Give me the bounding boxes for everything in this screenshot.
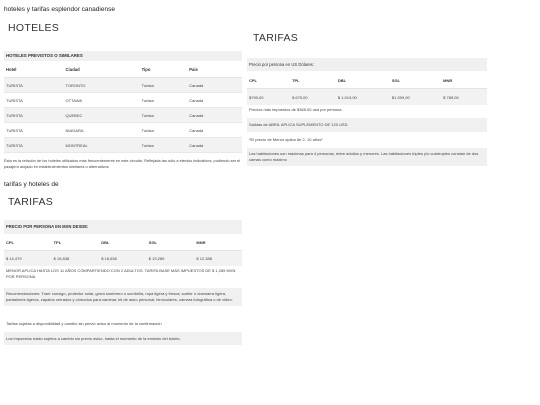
rates-header-row bbox=[4, 235, 242, 251]
tarifas-usd-table bbox=[247, 72, 487, 105]
price-sgl: $1.399,00 bbox=[390, 89, 441, 106]
cell-pais: Canadá bbox=[187, 78, 242, 93]
tarifas-mxn-note: Tarifas sujetas a disponibilidad y cambio sin previo aviso al momento de la confirmación bbox=[6, 321, 162, 326]
price-tpl: $ 15,838 bbox=[52, 251, 100, 267]
col-header-tipo: Tipo bbox=[140, 62, 188, 78]
cell-ciudad: NIAGARA bbox=[64, 123, 140, 138]
rates-header-row bbox=[247, 72, 487, 89]
tarifas-usd-note: Las habitaciones son máximas para 4 personas, entre adultos y menores. Las habitaciones triples y/o cuádruples constan de dos camas como máximo bbox=[247, 148, 487, 166]
cell-ciudad: MONTREAL bbox=[64, 138, 140, 153]
rates-value-row bbox=[4, 251, 242, 267]
price-dbl: $ 1.019,00 bbox=[336, 89, 390, 106]
price-mnr: $ 789,00 bbox=[441, 89, 487, 106]
cell-pais: Canadá bbox=[187, 108, 242, 123]
hotels-caption: HOTELES PREVISTOS O SIMILARES bbox=[4, 51, 242, 61]
tarifas-usd-caption: Precio por persona en US Dólares: bbox=[247, 58, 487, 71]
col-header-sgl: SGL bbox=[390, 72, 441, 89]
tarifas-usd-note: *El precio de Menor aplica de 2- 10 años* bbox=[249, 137, 323, 142]
cell-tipo: Turista bbox=[140, 93, 188, 108]
price-cpl: $799,00 bbox=[247, 89, 290, 106]
tarifas-usd-heading: TARIFAS bbox=[253, 32, 299, 44]
tarifas-mxn-note: Recomendaciones: Traer consigo, protector solar, gorra sombrero o sombrilla, ropa ligera y fresca, suéter o chamarra ligera, pantalones ligeros, zapatos cerrados y cómodos para caminar, kit de aseo personal, binoculares, cámara fotográfica o de video. bbox=[4, 288, 242, 306]
tarifas-usd-note: Salidas de ABRIL APLICA SUPLEMENTO DE 120 USD bbox=[247, 118, 487, 132]
col-header-dbl: DBL bbox=[336, 72, 390, 89]
col-header-hotel: Hotel bbox=[4, 62, 64, 78]
col-header-cpl: CPL bbox=[247, 72, 290, 89]
col-header-pais: Pais bbox=[187, 62, 242, 78]
price-dbl: $ 18,538 bbox=[99, 251, 147, 267]
cell-hotel: TURISTA bbox=[4, 93, 64, 108]
col-header-dbl: DBL bbox=[99, 235, 147, 251]
price-cpl: $ 14,479 bbox=[4, 251, 52, 267]
col-header-tpl: TPL bbox=[52, 235, 100, 251]
col-header-ciudad: Ciudad bbox=[64, 62, 140, 78]
hotels-table bbox=[4, 62, 242, 153]
section-subtitle: tarifas y hoteles de bbox=[4, 181, 59, 188]
col-header-cpl: CPL bbox=[4, 235, 52, 251]
cell-tipo: Turista bbox=[140, 108, 188, 123]
cell-hotel: TURISTA bbox=[4, 78, 64, 93]
price-sgl: $ 19,289 bbox=[147, 251, 195, 267]
col-header-mnr: MNR bbox=[441, 72, 487, 89]
cell-pais: Canadá bbox=[187, 123, 242, 138]
cell-hotel: TURISTA bbox=[4, 138, 64, 153]
tarifas-mxn-caption: PRECIO POR PERSONA EN MXN DESDE: bbox=[4, 220, 242, 234]
page-title: hoteles y tarifas esplendor canadiense bbox=[4, 6, 115, 13]
hotels-disclaimer: Ésta es la relación de los hoteles utilizados más frecuentemente en este circuito. Reflejada tan sólo a efectos indicativos, pudiendo ser el pasajero alojado en establecimientos similares o alternativos bbox=[4, 158, 241, 169]
cell-hotel: TURISTA bbox=[4, 108, 64, 123]
hotels-header-row bbox=[4, 62, 242, 78]
price-mnr: $ 12,388 bbox=[194, 251, 242, 267]
table-row bbox=[4, 123, 242, 138]
cell-ciudad: OTTAWA bbox=[64, 93, 140, 108]
table-row bbox=[4, 108, 242, 123]
tarifas-mxn-note: MENOR APLICA HASTA LOS 11 AÑOS COMPARTIENDO CON 2 ADULTOS. TARIFA BASE MÁS IMPUESTOS DE $ 1,289 MXN POR PERSONA bbox=[6, 268, 236, 279]
tarifas-mxn-heading: TARIFAS bbox=[8, 196, 54, 208]
cell-pais: Canadá bbox=[187, 93, 242, 108]
hotels-heading: HOTELES bbox=[8, 22, 60, 34]
tarifas-mxn-table bbox=[4, 235, 242, 266]
table-row bbox=[4, 138, 242, 153]
cell-tipo: Turista bbox=[140, 78, 188, 93]
table-row bbox=[4, 93, 242, 108]
price-tpl: $ 679,00 bbox=[290, 89, 336, 106]
cell-tipo: Turista bbox=[140, 138, 188, 153]
rates-value-row bbox=[247, 89, 487, 106]
cell-ciudad: QUEBEC bbox=[64, 108, 140, 123]
col-header-mnr: MNR bbox=[194, 235, 242, 251]
tarifas-mxn-note: Los impuestos están sujetos a cambio sin previo aviso, hasta el momento de la emisión del boleto. bbox=[4, 332, 242, 345]
col-header-tpl: TPL bbox=[290, 72, 336, 89]
col-header-sgl: SGL bbox=[147, 235, 195, 251]
cell-tipo: Turista bbox=[140, 123, 188, 138]
tarifas-usd-note: Precios más impuestos de $365.00 usd por persona bbox=[249, 107, 342, 112]
cell-hotel: TURISTA bbox=[4, 123, 64, 138]
cell-ciudad: TORONTO bbox=[64, 78, 140, 93]
cell-pais: Canadá bbox=[187, 138, 242, 153]
table-row bbox=[4, 78, 242, 93]
